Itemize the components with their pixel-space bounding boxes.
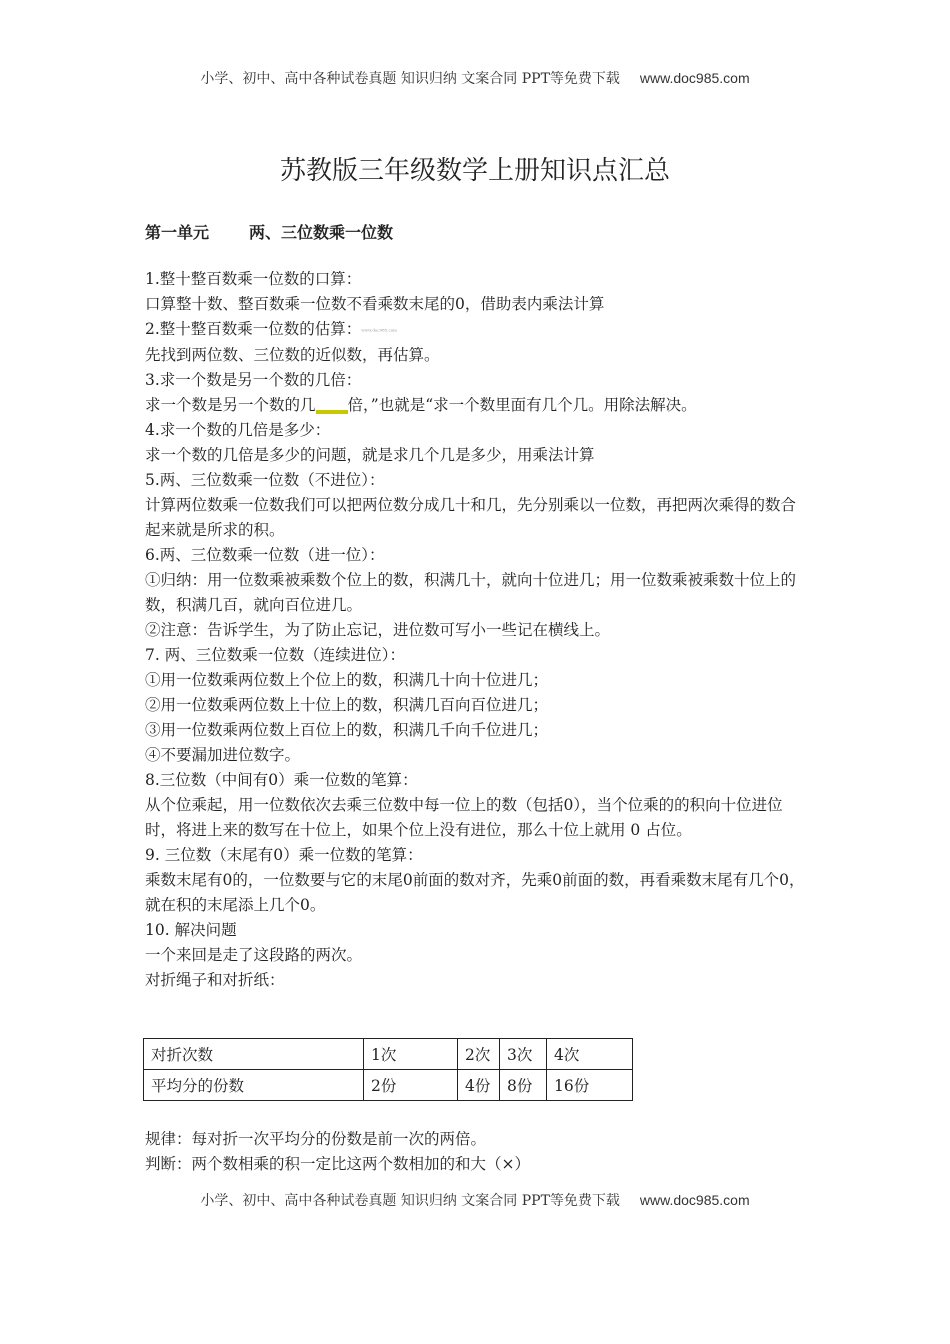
table-cell: 16份	[547, 1070, 633, 1101]
conclusion-block	[145, 1127, 810, 1177]
document-body	[145, 267, 810, 993]
folding-table	[143, 1038, 633, 1101]
heading-3: 3.求一个数是另一个数的几倍：	[145, 370, 362, 389]
paragraph-8: 从个位乘起，用一位数依次去乘三位数中每一位上的数（包括0），当个位乘的的积向十位进位时，将进上来的数写在十位上，如果个位上没有进位，那么十位上就用 0 占位。	[145, 795, 783, 839]
table-row	[144, 1070, 633, 1101]
paragraph-9: 乘数末尾有0的，一位数要与它的末尾0前面的数对齐，先乘0前面的数，再看乘数末尾有几个0，就在积的末尾添上几个0。	[145, 870, 805, 914]
paragraph-3	[145, 393, 810, 418]
unit-heading	[145, 220, 393, 243]
heading-8: 8.三位数（中间有0）乘一位数的笔算：	[145, 770, 418, 789]
header-url[interactable]: www.doc985.com	[639, 70, 750, 86]
unit-label: 第一单元	[145, 223, 210, 242]
paragraph-10a: 一个来回是走了这段路的两次。	[145, 945, 363, 964]
paragraph-7c: ③用一位数乘两位数上百位上的数，积满几千向千位进几；	[145, 720, 549, 739]
table-cell: 4份	[458, 1070, 500, 1101]
table-cell: 4次	[547, 1039, 633, 1070]
footer-url[interactable]: www.doc985.com	[639, 1192, 750, 1208]
heading-9: 9. 三位数（末尾有0）乘一位数的笔算：	[145, 845, 423, 864]
table-cell: 3次	[500, 1039, 547, 1070]
footer-text: 小学、初中、高中各种试卷真题 知识归纳 文案合同 PPT等免费下载	[200, 1193, 620, 1209]
page-footer	[0, 1190, 950, 1210]
heading-2-text: 2.整十整百数乘一位数的估算：	[145, 320, 362, 338]
heading-10: 10. 解决问题	[145, 920, 237, 939]
heading-4: 4.求一个数的几倍是多少：	[145, 420, 331, 439]
paragraph-4: 求一个数的几倍是多少的问题，就是求几个几是多少，用乘法计算	[145, 445, 595, 464]
paragraph-3-part-b: 倍，”也就是“求一个数里面有几个几。用除法解决。	[347, 395, 697, 414]
page-header	[0, 68, 950, 88]
paragraph-10b: 对折绳子和对折纸：	[145, 970, 285, 989]
tiny-watermark: www.doc985.com	[361, 327, 397, 333]
document-title: 苏教版三年级数学上册知识点汇总	[279, 156, 670, 186]
paragraph-6a: ①归纳：用一位数乘被乘数个位上的数，积满几十，就向十位进几；用一位数乘被乘数十位上的数，积满几百，就向百位进几。	[145, 570, 797, 614]
table-cell: 8份	[500, 1070, 547, 1101]
unit-name: 两、三位数乘一位数	[249, 223, 394, 242]
paragraph-5: 计算两位数乘一位数我们可以把两位数分成几十和几，先分别乘以一位数，再把两次乘得的数合起来就是所求的积。	[145, 495, 797, 539]
heading-7: 7. 两、三位数乘一位数（连续进位）：	[145, 645, 405, 664]
paragraph-2: 先找到两位数、三位数的近似数，再估算。	[145, 345, 440, 364]
table-cell: 1次	[364, 1039, 458, 1070]
paragraph-3-part-a: 求一个数是另一个数的几	[145, 395, 316, 414]
judge-text: 判断：两个数相乘的积一定比这两个数相加的和大（×）	[145, 1155, 530, 1173]
table-cell: 对折次数	[144, 1039, 364, 1070]
heading-1: 1.整十整百数乘一位数的口算：	[145, 270, 362, 288]
table-cell: 2份	[364, 1070, 458, 1101]
heading-6: 6.两、三位数乘一位数（进一位）：	[145, 545, 385, 564]
table-cell: 平均分的份数	[144, 1070, 364, 1101]
table-row	[144, 1039, 633, 1070]
table-cell: 2次	[458, 1039, 500, 1070]
heading-2	[145, 317, 810, 343]
paragraph-7b: ②用一位数乘两位数上十位上的数，积满几百向百位进几；	[145, 695, 549, 714]
paragraph-1: 口算整十数、整百数乘一位数不看乘数末尾的0，借助表内乘法计算	[145, 295, 605, 313]
paragraph-7a: ①用一位数乘两位数上个位上的数，积满几十向十位进几；	[145, 670, 549, 689]
heading-5: 5.两、三位数乘一位数（不进位）：	[145, 470, 385, 489]
rule-text: 规律：每对折一次平均分的份数是前一次的两倍。	[145, 1130, 487, 1148]
header-text: 小学、初中、高中各种试卷真题 知识归纳 文案合同 PPT等免费下载	[200, 71, 620, 87]
paragraph-6b: ②注意：告诉学生，为了防止忘记，进位数可写小一些记在横线上。	[145, 620, 611, 639]
paragraph-7d: ④不要漏加进位数字。	[145, 745, 301, 764]
highlight-mark	[316, 410, 348, 414]
